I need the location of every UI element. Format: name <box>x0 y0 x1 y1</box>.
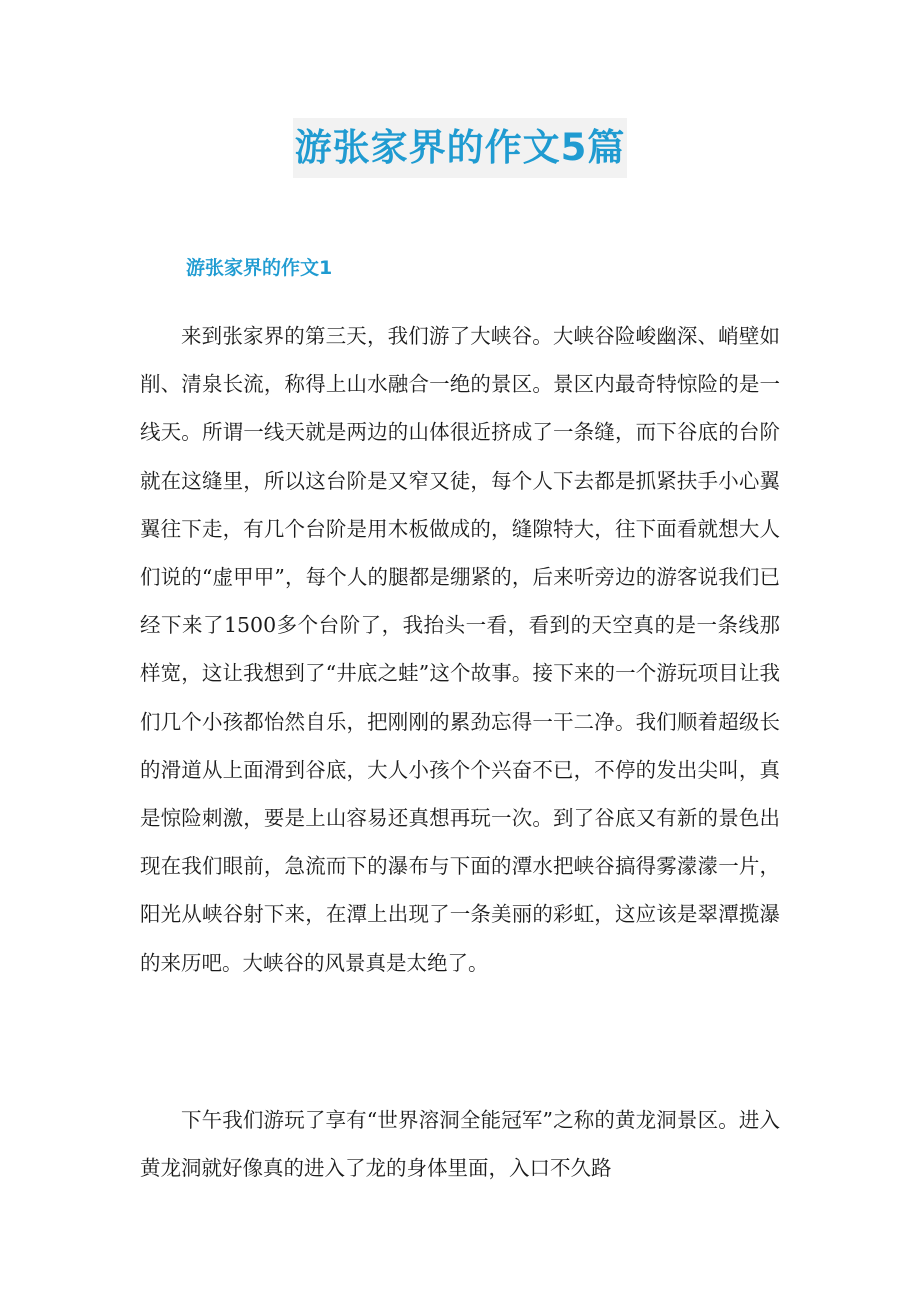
paragraph-1: 来到张家界的第三天，我们游了大峡谷。大峡谷险峻幽深、峭壁如削、清泉长流，称得上山水融合一绝的景区。景区内最奇特惊险的是一线天。所谓一线天就是两边的山体很近挤成了一条缝，而下谷底的台阶就在这缝里，所以这台阶是又窄又徒，每个人下去都是抓紧扶手小心翼翼往下走，有几个台阶是用木板做成的，缝隙特大，往下面看就想大人们说的“虚甲甲”，每个人的腿都是绷紧的，后来听旁边的游客说我们已经下来了1500多个台阶了，我抬头一看，看到的天空真的是一条线那样宽，这让我想到了“井底之蛙”这个故事。接下来的一个游玩项目让我们几个小孩都怡然自乐，把刚刚的累劲忘得一干二净。我们顺着超级长的滑道从上面滑到谷底，大人小孩个个兴奋不已，不停的发出尖叫，真是惊险刺激，要是上山容易还真想再玩一次。到了谷底又有新的景色出现在我们眼前，急流而下的瀑布与下面的潭水把峡谷搞得雾濛濛一片，阳光从峡谷射下来，在潭上出现了一条美丽的彩虹，这应该是翠潭揽瀑的来历吧。大峡谷的风景真是太绝了。 <box>140 324 780 975</box>
paragraph-2: 下午我们游玩了享有“世界溶洞全能冠军”之称的黄龙洞景区。进入黄龙洞就好像真的进入了龙的身体里面，入口不久路 <box>140 1108 780 1181</box>
document-title-text: 游张家界的作文5篇 <box>293 118 628 178</box>
document-title <box>0 118 920 179</box>
section-heading: 游张家界的作文1 <box>186 257 333 279</box>
